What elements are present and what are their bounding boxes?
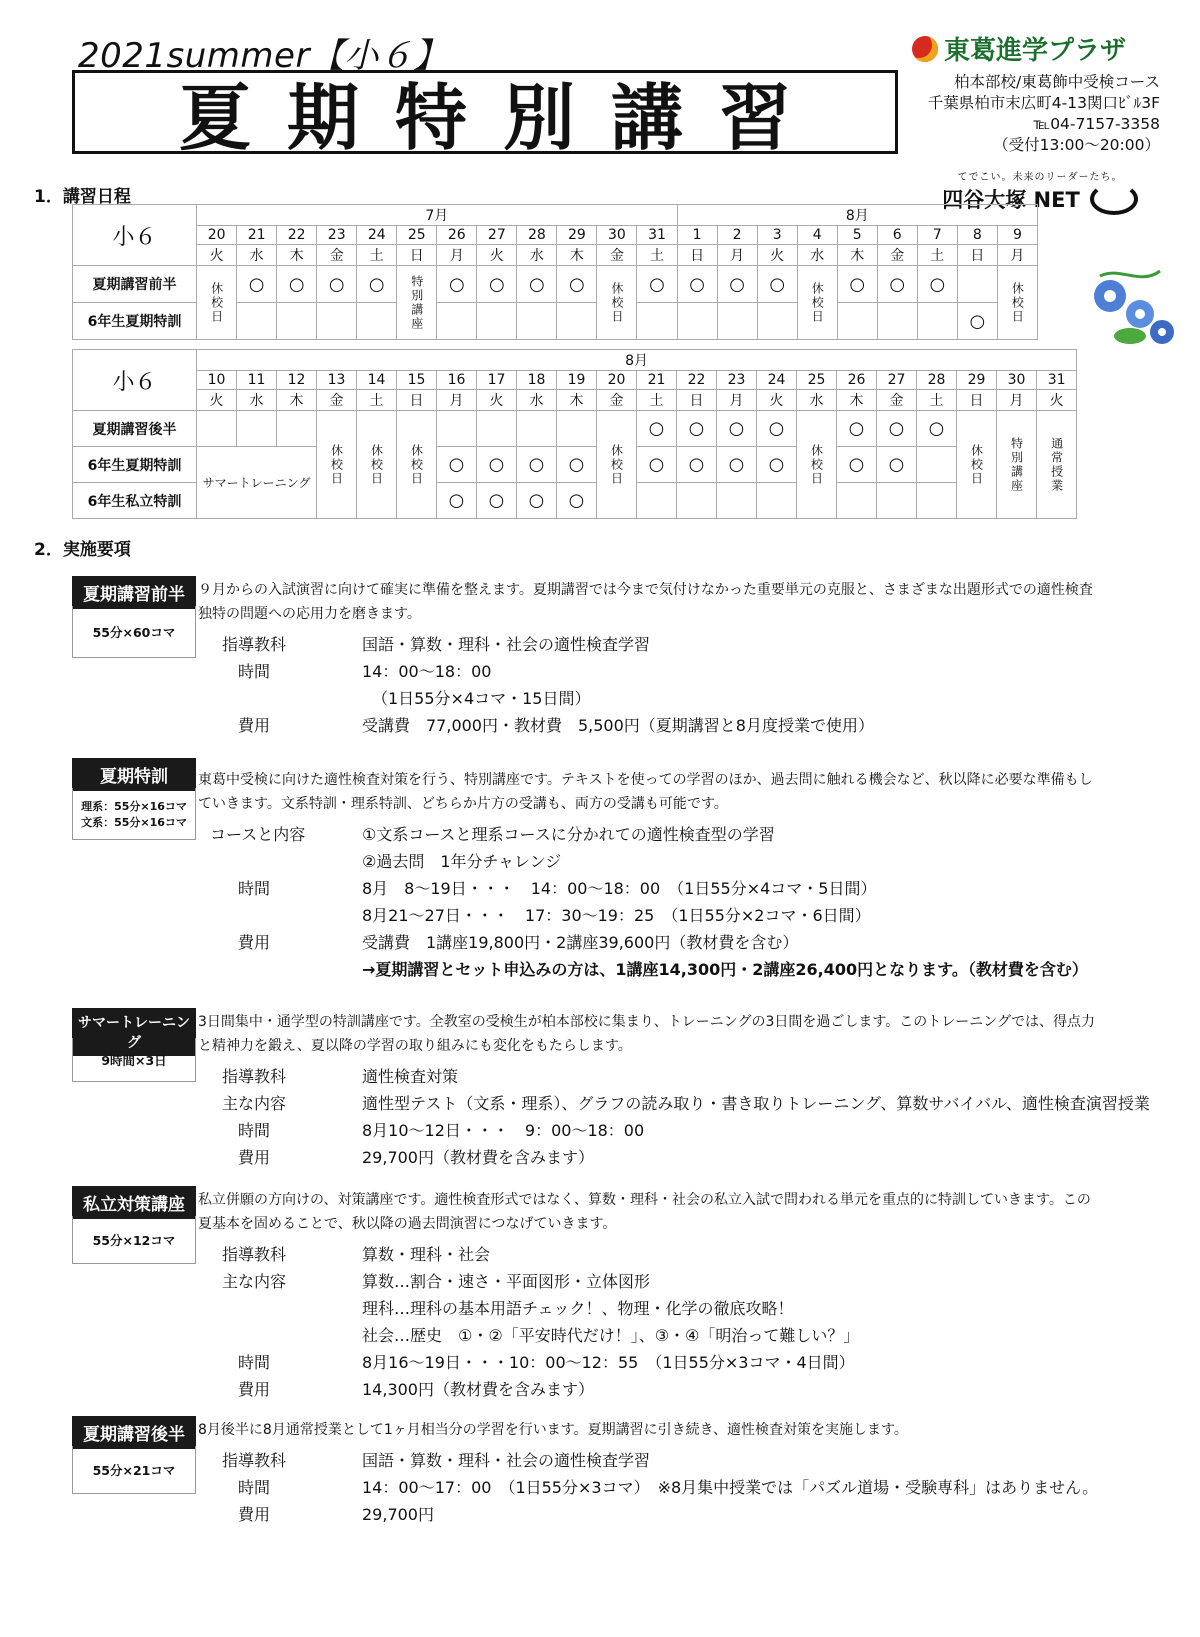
item-key: 費用 <box>238 933 271 952</box>
session-cell: ○ <box>277 266 317 303</box>
item-value: 算数…割合・速さ・平面図形・立体図形 <box>362 1272 651 1291</box>
item-value: 14：00～18：00 <box>362 662 492 681</box>
day-cell: 日 <box>677 390 717 411</box>
item-key: 時間 <box>238 662 271 681</box>
date-cell: 9 <box>997 226 1037 245</box>
day-cell: 土 <box>637 245 677 266</box>
block-title: 私立対策講座 <box>72 1186 196 1219</box>
date-cell: 22 <box>677 371 717 390</box>
date-cell: 26 <box>437 226 477 245</box>
block-duration-box <box>72 1216 196 1264</box>
day-cell: 火 <box>757 245 797 266</box>
day-cell: 木 <box>277 390 317 411</box>
day-cell: 水 <box>797 245 837 266</box>
item-value: 国語・算数・理科・社会の適性検査学習 <box>362 1451 651 1470</box>
date-cell: 16 <box>437 371 477 390</box>
date-cell: 22 <box>277 226 317 245</box>
date-cell: 27 <box>477 226 517 245</box>
item-value: 適性型テスト（文系・理系）、グラフの読み取り・書き取りトレーニング、算数サバイバル、適性検査演習授業 <box>362 1094 1150 1113</box>
session-cell <box>277 303 317 340</box>
day-cell: 水 <box>517 245 557 266</box>
day-cell: 金 <box>597 390 637 411</box>
item-value: 8月21～27日・・・ 17：30～19：25 （1日55分×2コマ・6日間） <box>362 906 871 925</box>
vertical-note: 休校日 <box>969 443 984 486</box>
date-cell: 3 <box>757 226 797 245</box>
day-cell: 日 <box>957 245 997 266</box>
session-cell: ○ <box>357 266 397 303</box>
item-value: 8月10～12日・・・ 9：00～18：00 <box>362 1121 645 1140</box>
date-cell: 30 <box>597 226 637 245</box>
section-heading-details: 2．実施要項 <box>34 540 131 560</box>
item-key: コースと内容 <box>210 825 306 844</box>
item-value: 受講費 1講座19,800円・2講座39,600円（教材費を含む） <box>362 933 799 952</box>
date-cell: 31 <box>1037 371 1077 390</box>
day-cell: 金 <box>877 245 917 266</box>
session-cell: ○ <box>477 483 517 519</box>
date-cell: 12 <box>277 371 317 390</box>
contact-line: ℡04-7157-3358 <box>1033 115 1160 133</box>
item-value: →夏期講習とセット申込みの方は、1講座14,300円・2講座26,400円となります。（教材費を含む） <box>362 960 1088 979</box>
item-key: 指導教科 <box>222 635 287 654</box>
date-cell: 21 <box>637 371 677 390</box>
date-cell: 11 <box>237 371 277 390</box>
session-cell: ○ <box>637 411 677 447</box>
vertical-note: 休校日 <box>369 443 384 486</box>
date-cell: 28 <box>917 371 957 390</box>
day-cell: 土 <box>917 245 957 266</box>
vertical-note: 通常授業 <box>1049 436 1064 493</box>
session-cell <box>757 303 797 340</box>
session-cell: ○ <box>877 266 917 303</box>
empty-cell <box>677 483 717 519</box>
item-value: 14,300円（教材費を含みます） <box>362 1380 594 1399</box>
item-key: 主な内容 <box>222 1094 287 1113</box>
closed-cell <box>797 266 837 340</box>
day-cell: 土 <box>917 390 957 411</box>
day-cell: 月 <box>997 390 1037 411</box>
session-cell <box>717 303 757 340</box>
session-cell: ○ <box>677 411 717 447</box>
contact-line: （受付13:00～20:00） <box>993 136 1160 154</box>
session-cell: ○ <box>917 411 957 447</box>
duration-text: 9時間×3日 <box>101 1052 167 1068</box>
vertical-note: 休校日 <box>1010 281 1025 324</box>
date-cell: 25 <box>797 371 837 390</box>
day-cell: 日 <box>957 390 997 411</box>
vertical-note: 休校日 <box>329 443 344 486</box>
month-aug: 8月 <box>677 205 1037 226</box>
duration-text: 文系：55分×16コマ <box>81 815 187 829</box>
vertical-note: 特別講座 <box>409 274 424 331</box>
date-cell: 29 <box>557 226 597 245</box>
day-cell: 月 <box>717 245 757 266</box>
block-description: ９月からの入試演習に向けて確実に準備を整えます。夏期講習では今まで気付けなかった重要単元の克服と、さまざまな出題形式での適性検査独特の問題への応用力を磨きます。 <box>198 582 1093 622</box>
page-subtitle: 2021summer【小６】 <box>78 36 448 76</box>
day-cell: 木 <box>557 390 597 411</box>
session-cell <box>477 303 517 340</box>
session-cell: ○ <box>757 447 797 483</box>
day-cell: 火 <box>477 390 517 411</box>
date-cell: 20 <box>597 371 637 390</box>
contact-line: 千葉県柏市末広町4-13関口ﾋﾞﾙ3F <box>927 94 1160 112</box>
day-cell: 水 <box>237 390 277 411</box>
session-cell: ○ <box>757 411 797 447</box>
session-cell: ○ <box>677 447 717 483</box>
day-cell: 土 <box>637 390 677 411</box>
row-label: 6年生夏期特訓 <box>73 303 197 340</box>
item-value: ①文系コースと理系コースに分かれての適性検査型の学習 <box>362 825 775 844</box>
day-cell: 日 <box>677 245 717 266</box>
flower-logo-icon <box>912 36 938 62</box>
date-cell: 17 <box>477 371 517 390</box>
date-cell: 20 <box>197 226 237 245</box>
duration-text: 55分×12コマ <box>92 1232 176 1248</box>
date-cell: 19 <box>557 371 597 390</box>
date-cell: 31 <box>637 226 677 245</box>
item-key: 費用 <box>238 1148 271 1167</box>
day-cell: 日 <box>397 390 437 411</box>
item-key: 指導教科 <box>222 1067 287 1086</box>
day-cell: 月 <box>717 390 757 411</box>
day-cell: 火 <box>757 390 797 411</box>
block-duration-box <box>72 606 196 658</box>
session-cell: ○ <box>557 483 597 519</box>
item-value: 14：00～17：00 （1日55分×3コマ） ※8月集中授業では「パズル道場・受験専科」はありません。 <box>362 1478 1099 1497</box>
session-cell <box>877 303 917 340</box>
duration-text: 55分×60コマ <box>92 624 176 640</box>
date-cell: 6 <box>877 226 917 245</box>
session-cell <box>957 266 997 303</box>
duration-text: 55分×21コマ <box>92 1462 176 1478</box>
date-cell: 5 <box>837 226 877 245</box>
session-cell <box>517 303 557 340</box>
empty-cell <box>237 411 277 447</box>
special-course-cell <box>997 411 1037 519</box>
session-cell: ○ <box>637 266 677 303</box>
item-value: 理科…理科の基本用語チェック！、物理・化学の徹底攻略！ <box>362 1299 794 1318</box>
closed-cell <box>597 266 637 340</box>
row-label: 6年生夏期特訓 <box>73 447 197 483</box>
session-cell: ○ <box>837 411 877 447</box>
item-value: 社会…歴史 ①・②「平安時代だけ！」、③・④「明治って難しい？」 <box>362 1326 860 1345</box>
session-cell: ○ <box>637 447 677 483</box>
day-cell: 水 <box>237 245 277 266</box>
item-key: 主な内容 <box>222 1272 287 1291</box>
title-box <box>72 70 898 160</box>
block-description: 私立併願の方向けの、対策講座です。適性検査形式ではなく、算数・理科・社会の私立入試で問われる単元を重点的に特訓していきます。この夏基本を固めることで、秋以降の過去問演習につなげていきます。 <box>198 1192 1091 1232</box>
session-cell <box>677 303 717 340</box>
item-value: 8月 8～19日・・・ 14：00～18：00 （1日55分×4コマ・5日間） <box>362 879 877 898</box>
item-value: 算数・理科・社会 <box>362 1245 491 1264</box>
session-cell: ○ <box>717 266 757 303</box>
schedule-table-july <box>72 204 1038 340</box>
date-cell: 18 <box>517 371 557 390</box>
session-cell: ○ <box>877 411 917 447</box>
session-cell <box>237 303 277 340</box>
net-tagline: てでこい。未来のリーダーたち。 <box>957 172 1123 183</box>
empty-cell <box>477 411 517 447</box>
item-key: 費用 <box>238 1505 271 1524</box>
item-value: 29,700円 <box>362 1505 434 1524</box>
net-name: 四谷大塚 NET <box>942 188 1080 212</box>
session-cell: ○ <box>837 447 877 483</box>
day-cell: 日 <box>397 245 437 266</box>
date-cell: 24 <box>357 226 397 245</box>
session-cell: ○ <box>437 483 477 519</box>
empty-cell <box>757 483 797 519</box>
session-cell: ○ <box>317 266 357 303</box>
session-cell: ○ <box>477 447 517 483</box>
day-cell: 木 <box>837 390 877 411</box>
closed-cell <box>397 411 437 519</box>
row-label: 6年生私立特訓 <box>73 483 197 519</box>
item-key: 指導教科 <box>222 1245 287 1264</box>
session-cell: ○ <box>557 447 597 483</box>
day-cell: 水 <box>517 390 557 411</box>
item-key: 費用 <box>238 1380 271 1399</box>
session-cell: ○ <box>477 266 517 303</box>
empty-cell <box>637 483 677 519</box>
day-cell: 月 <box>437 390 477 411</box>
closed-cell <box>957 411 997 519</box>
month-july: 7月 <box>197 205 677 226</box>
block-description: 8月後半に8月通常授業として1ヶ月相当分の学習を行います。夏期講習に引き続き、適性検査対策を実施します。 <box>198 1422 908 1438</box>
empty-cell <box>877 483 917 519</box>
day-cell: 火 <box>477 245 517 266</box>
closed-cell <box>357 411 397 519</box>
item-value: ②過去問 1年分チャレンジ <box>362 852 562 871</box>
session-cell: ○ <box>717 447 757 483</box>
date-cell: 8 <box>957 226 997 245</box>
empty-cell <box>557 411 597 447</box>
vertical-note: 休校日 <box>810 281 825 324</box>
day-cell: 火 <box>1037 390 1077 411</box>
row-label: 夏期講習後半 <box>73 411 197 447</box>
duration-text: 理系：55分×16コマ <box>81 799 187 813</box>
empty-cell <box>277 411 317 447</box>
date-cell: 13 <box>317 371 357 390</box>
day-cell: 金 <box>597 245 637 266</box>
session-cell: ○ <box>517 483 557 519</box>
date-cell: 21 <box>237 226 277 245</box>
contact-info <box>920 72 1160 156</box>
day-cell: 月 <box>997 245 1037 266</box>
session-cell: ○ <box>237 266 277 303</box>
session-cell: ○ <box>517 266 557 303</box>
item-key: 時間 <box>238 879 271 898</box>
vertical-note: 休校日 <box>609 281 624 324</box>
empty-cell <box>717 483 757 519</box>
date-cell: 25 <box>397 226 437 245</box>
session-cell: ○ <box>437 447 477 483</box>
session-cell <box>637 303 677 340</box>
item-key: 費用 <box>238 716 271 735</box>
section-heading-schedule: 1．講習日程 <box>34 187 131 207</box>
date-cell: 23 <box>717 371 757 390</box>
grade-cell: 小６ <box>73 205 197 266</box>
session-cell: ○ <box>877 447 917 483</box>
day-cell: 水 <box>797 390 837 411</box>
day-cell: 木 <box>277 245 317 266</box>
morning-glory-icon <box>1080 266 1180 346</box>
session-cell: ○ <box>517 447 557 483</box>
day-cell: 金 <box>877 390 917 411</box>
grade-cell: 小６ <box>73 350 197 411</box>
vertical-note: 休校日 <box>409 443 424 486</box>
month-aug: 8月 <box>197 350 1077 371</box>
day-cell: 金 <box>317 390 357 411</box>
day-cell: 火 <box>197 390 237 411</box>
closed-cell <box>397 266 437 340</box>
date-cell: 29 <box>957 371 997 390</box>
session-cell: ○ <box>957 303 997 340</box>
closed-cell <box>797 411 837 519</box>
empty-cell <box>517 411 557 447</box>
empty-cell <box>917 447 957 483</box>
summer-training-cell: サマートレーニング <box>197 447 317 519</box>
row-label: 夏期講習前半 <box>73 266 197 303</box>
item-value: 8月16～19日・・・10：00～12：55 （1日55分×3コマ・4日間） <box>362 1353 855 1372</box>
day-cell: 土 <box>357 390 397 411</box>
closed-cell <box>997 266 1037 340</box>
empty-cell <box>917 483 957 519</box>
brand-name: 東葛進学プラザ <box>944 36 1127 66</box>
session-cell: ○ <box>757 266 797 303</box>
block-title: サマートレーニング <box>72 1008 196 1056</box>
item-value: 国語・算数・理科・社会の適性検査学習 <box>362 635 651 654</box>
block-title: 夏期講習後半 <box>72 1416 196 1449</box>
session-cell <box>837 303 877 340</box>
session-cell <box>357 303 397 340</box>
day-cell: 火 <box>197 245 237 266</box>
closed-cell <box>197 266 237 340</box>
date-cell: 23 <box>317 226 357 245</box>
date-cell: 14 <box>357 371 397 390</box>
empty-cell <box>437 411 477 447</box>
block-title: 夏期講習前半 <box>72 576 196 609</box>
empty-cell <box>197 411 237 447</box>
day-cell: 金 <box>317 245 357 266</box>
item-key: 時間 <box>238 1478 271 1497</box>
item-value: 29,700円（教材費を含みます） <box>362 1148 594 1167</box>
day-cell: 月 <box>437 245 477 266</box>
session-cell: ○ <box>557 266 597 303</box>
contact-line: 柏本部校/東葛飾中受検コース <box>954 73 1160 91</box>
closed-cell <box>597 411 637 519</box>
block-duration-box <box>72 788 196 840</box>
date-cell: 28 <box>517 226 557 245</box>
session-cell: ○ <box>717 411 757 447</box>
vertical-note: 休校日 <box>209 281 224 324</box>
day-cell: 木 <box>837 245 877 266</box>
date-cell: 1 <box>677 226 717 245</box>
vertical-note: 休校日 <box>609 443 624 486</box>
session-cell <box>917 303 957 340</box>
block-duration-box <box>72 1038 196 1082</box>
page-title: 夏期特別講習 <box>178 76 827 160</box>
item-value: 受講費 77,000円・教材費 5,500円（夏期講習と8月度授業で使用） <box>362 716 874 735</box>
session-cell: ○ <box>437 266 477 303</box>
closed-cell <box>317 411 357 519</box>
net-swirl-icon <box>1090 183 1138 215</box>
item-key: 時間 <box>238 1121 271 1140</box>
date-cell: 24 <box>757 371 797 390</box>
schedule-table-august <box>72 349 1077 519</box>
item-value: 適性検査対策 <box>362 1067 459 1086</box>
date-cell: 26 <box>837 371 877 390</box>
date-cell: 27 <box>877 371 917 390</box>
vertical-note: 特別講座 <box>1009 436 1024 493</box>
item-key: 指導教科 <box>222 1451 287 1470</box>
session-cell <box>437 303 477 340</box>
date-cell: 4 <box>797 226 837 245</box>
item-value: （1日55分×4コマ・15日間） <box>372 689 591 708</box>
date-cell: 10 <box>197 371 237 390</box>
item-key: 時間 <box>238 1353 271 1372</box>
block-duration-box <box>72 1446 196 1494</box>
block-description: 東葛中受検に向けた適性検査対策を行う、特別講座です。テキストを使っての学習のほか、過去問に触れる機会など、秋以降に必要な準備もしていきます。文系特訓・理系特訓、どちらか片方の受講も、両方の受講も可能です。 <box>198 772 1093 812</box>
date-cell: 2 <box>717 226 757 245</box>
session-cell <box>557 303 597 340</box>
vertical-note: 休校日 <box>809 443 824 486</box>
date-cell: 15 <box>397 371 437 390</box>
session-cell <box>317 303 357 340</box>
session-cell: ○ <box>677 266 717 303</box>
brand-logo <box>912 30 1126 67</box>
regular-class-cell <box>1037 411 1077 519</box>
day-cell: 土 <box>357 245 397 266</box>
block-title: 夏期特訓 <box>72 758 196 791</box>
block-description: 3日間集中・通学型の特訓講座です。全教室の受検生が柏本部校に集まり、トレーニングの3日間を過ごします。このトレーニングでは、得点力と精神力を鍛え、夏以降の学習の取り組みにも変化をもたらします。 <box>198 1014 1096 1054</box>
date-cell: 7 <box>917 226 957 245</box>
session-cell: ○ <box>917 266 957 303</box>
empty-cell <box>837 483 877 519</box>
day-cell: 木 <box>557 245 597 266</box>
date-cell: 30 <box>997 371 1037 390</box>
session-cell: ○ <box>837 266 877 303</box>
